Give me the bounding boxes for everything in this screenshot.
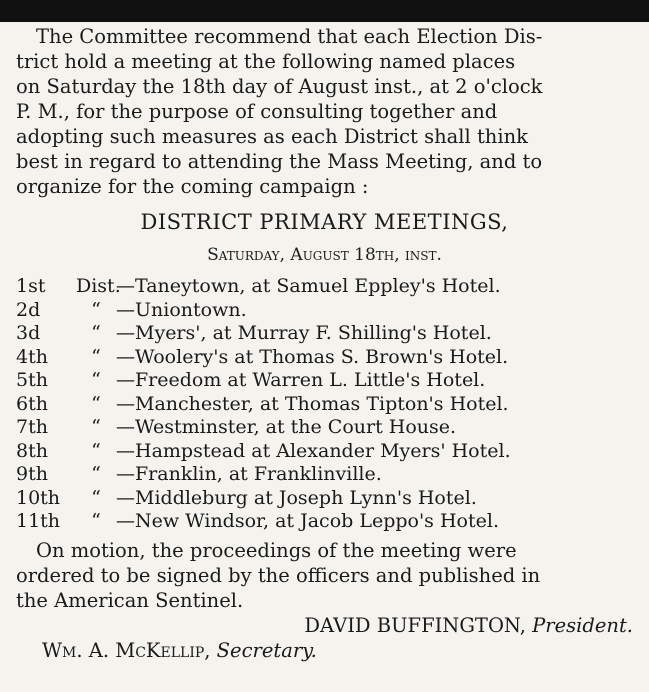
district-number: 2d [16, 298, 41, 321]
district-number: 8th [16, 439, 48, 462]
district-row [16, 299, 649, 323]
ditto-mark: “ [91, 345, 101, 368]
district-place: —Westminster, at the Court House. [116, 416, 457, 438]
intro-line: adopting such measures as each District shall think [16, 125, 528, 148]
district-place: —Freedom at Warren L. Little's Hotel. [116, 369, 486, 391]
district-mark: Dist. [76, 275, 121, 297]
intro-line: The Committee recommend that each Election Dis- [36, 25, 543, 48]
ditto-mark: “ [91, 392, 101, 415]
article [0, 24, 649, 663]
intro-line: P. M., for the purpose of consulting together and [16, 100, 498, 123]
district-number: 9th [16, 463, 48, 485]
ditto-mark: “ [91, 486, 101, 509]
district-number: 7th [16, 416, 48, 438]
district-row [16, 275, 649, 299]
motion-line: the American Sentinel. [16, 588, 244, 612]
ditto-mark: “ [91, 510, 101, 532]
intro-line: best in regard to attending the Mass Meeting, and to [16, 150, 543, 173]
district-place: —Franklin, at Franklinville. [116, 463, 382, 485]
ditto-mark: “ [91, 439, 101, 462]
secretary-name: Wm. A. McKellip, [42, 638, 211, 662]
district-number: 6th [16, 392, 48, 415]
district-number: 5th [16, 369, 48, 391]
district-row [16, 346, 649, 370]
district-place: —Woolery's at Thomas S. Brown's Hotel. [116, 345, 509, 368]
ditto-mark: “ [91, 416, 101, 438]
district-list [16, 275, 649, 534]
district-row [16, 487, 649, 511]
motion-paragraph [16, 538, 641, 613]
intro-line: on Saturday the 18th day of August inst., at 2 o'clock [16, 75, 543, 98]
district-row [16, 322, 649, 346]
district-number: 1st [16, 275, 46, 297]
section-heading: DISTRICT PRIMARY MEETINGS, [140, 210, 509, 234]
district-row [16, 369, 649, 393]
intro-paragraph [16, 24, 641, 199]
district-place: —Taneytown, at Samuel Eppley's Hotel. [116, 275, 501, 297]
intro-line: trict hold a meeting at the following named places [16, 50, 516, 73]
motion-line: ordered to be signed by the officers and published in [16, 563, 541, 587]
district-number: 11th [16, 510, 61, 532]
president-name: DAVID BUFFINGTON, [304, 613, 526, 637]
district-row [16, 440, 649, 464]
section-subheading: Saturday, August 18th, inst. [207, 245, 442, 265]
intro-line: organize for the coming campaign : [16, 175, 369, 198]
district-place: —Manchester, at Thomas Tipton's Hotel. [116, 392, 509, 415]
president-signature [0, 613, 633, 638]
ditto-mark: “ [91, 369, 101, 391]
district-place: —New Windsor, at Jacob Leppo's Hotel. [116, 510, 499, 532]
motion-line: On motion, the proceedings of the meeting were [36, 538, 517, 562]
district-row [16, 416, 649, 440]
district-number: 4th [16, 345, 48, 368]
president-title: President. [532, 613, 633, 637]
top-rule [0, 0, 649, 22]
ditto-mark: “ [91, 298, 101, 321]
secretary-title: Secretary. [216, 638, 317, 662]
district-number: 3d [16, 322, 41, 344]
district-number: 10th [16, 486, 61, 509]
district-place: —Myers', at Murray F. Shilling's Hotel. [116, 322, 492, 344]
district-place: —Uniontown. [116, 298, 247, 321]
district-place: —Middleburg at Joseph Lynn's Hotel. [116, 486, 477, 509]
district-row [16, 510, 649, 534]
ditto-mark: “ [91, 322, 101, 344]
district-row [16, 393, 649, 417]
district-place: —Hampstead at Alexander Myers' Hotel. [116, 439, 511, 462]
ditto-mark: “ [91, 463, 101, 485]
secretary-signature [42, 638, 649, 663]
district-row [16, 463, 649, 487]
